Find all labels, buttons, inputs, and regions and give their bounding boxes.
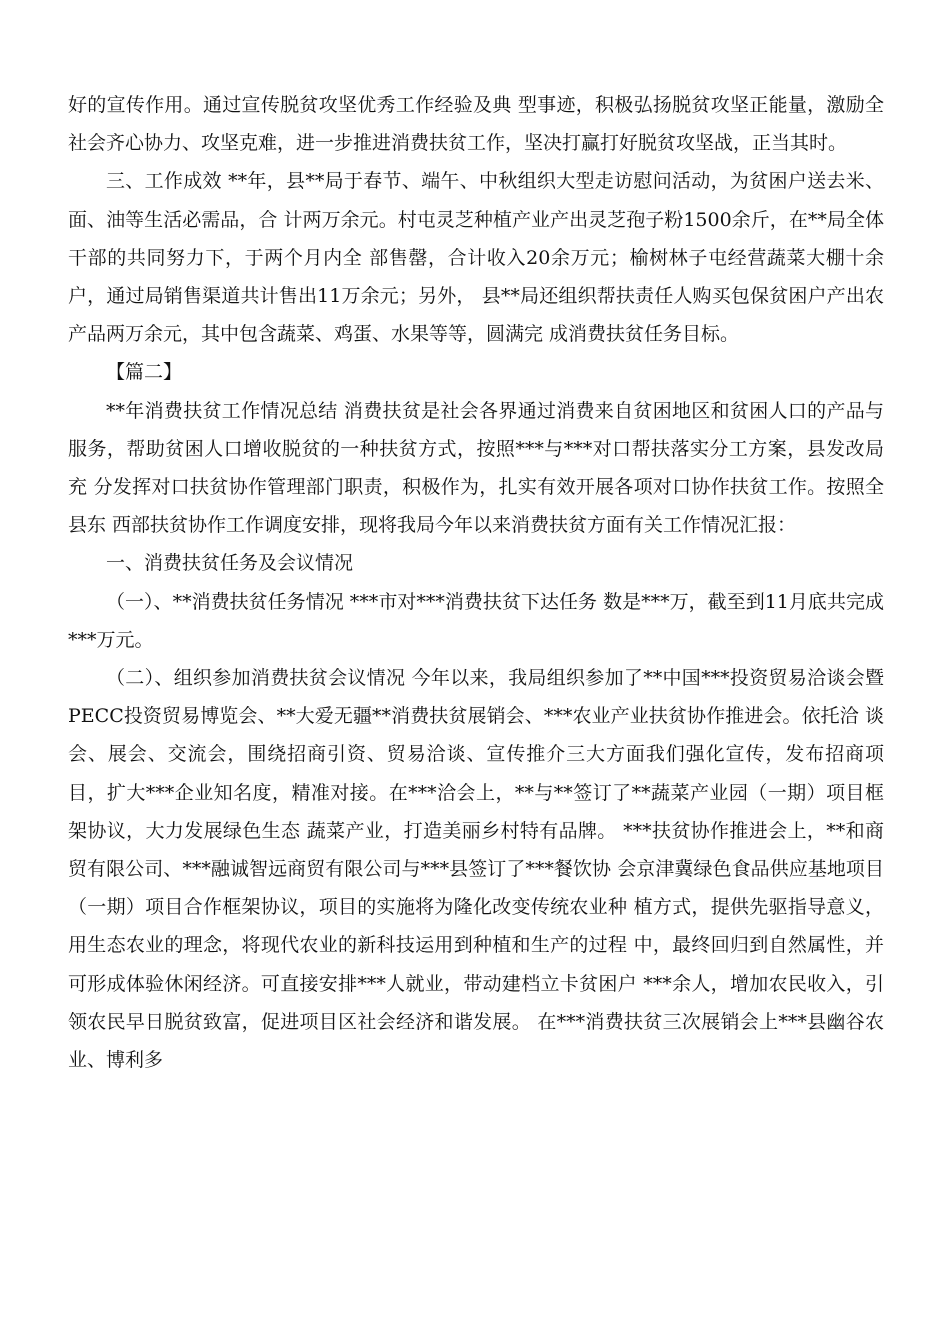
paragraph-summary-intro: **年消费扶贫工作情况总结 消费扶贫是社会各界通过消费来自贫困地区和贫困人口的产品与 服务，帮助贫困人口增收脱贫的一种扶贫方式，按照***与***对口帮扶落实分工方案，县发改局充 分发挥对口扶贫协作管理部门职责，积极作为，扎实有效开展各项对口协作扶贫工作。按照全县东 西部扶贫协作工作调度安排，现将我局今年以来消费扶贫方面有关工作情况汇报： xyxy=(68,399,884,537)
paragraph-meeting-status: （二）、组织参加消费扶贫会议情况 今年以来，我局组织参加了**中国***投资贸易洽谈会暨 PECC投资贸易博览会、**大爱无疆**消费扶贫展销会、***农业产业扶贫协作推进会。依托洽 谈会、展会、交流会，围绕招商引资、贸易洽谈、宣传推介三大方面我们强化宣传，发布招商项 目，扩大***企业知名度，精准对接。在***洽会上，**与**签订了**蔬菜产业园（一期）项目框架协议，大力发展绿色生态 蔬菜产业，打造美丽乡村特有品牌。 ***扶贫协作推进会上，**和商贸有限公司、***融诚智远商贸有限公司与***县签订了***餐饮协 会京津冀绿色食品供应基地项目（一期）项目合作框架协议，项目的实施将为隆化改变传统农业种 植方式，提供先驱指导意义，用生态农业的理念，将现代农业的新科技运用到种植和生产的过程 中，最终回归到自然属性，并可形成体验休闲经济。可直接安排***人就业，带动建档立卡贫困户 ***余人，增加农民收入，引领农民早日脱贫致富，促进项目区社会经济和谐发展。 在***消费扶贫三次展销会上***县幽谷农业、博利多 xyxy=(68,667,884,1072)
heading-task-and-meetings: 一、消费扶贫任务及会议情况 xyxy=(106,552,354,575)
section-heading-part-two: 【篇二】 xyxy=(106,361,183,384)
paragraph-task-status: （一）、**消费扶贫任务情况 ***市对***消费扶贫下达任务 数是***万，截至到11月底共完成***万元。 xyxy=(68,590,884,651)
paragraph-work-results: 三、工作成效 **年，县**局于春节、端午、中秋组织大型走访慰问活动，为贫困户送去米、面、油等生活必需品，合 计两万余元。村屯灵芝种植产业产出灵芝孢子粉1500余斤，在**局全体干部的共同努力下，于两个月内全 部售罄，合计收入20余万元；榆树林子屯经营蔬菜大棚十余户，通过局销售渠道共计售出11万余元；另外， 县**局还组织帮扶责任人购买包保贫困户产出农产品两万余元，其中包含蔬菜、鸡蛋、水果等等，圆满完 成消费扶贫任务目标。 xyxy=(68,170,884,346)
document-page xyxy=(68,86,884,1079)
paragraph-1: 好的宣传作用。通过宣传脱贫攻坚优秀工作经验及典 型事迹，积极弘扬脱贫攻坚正能量，激励全社会齐心协力、攻坚克难，进一步推进消费扶贫工作，坚决打赢打好脱贫攻坚战，正当其时。 xyxy=(68,94,884,155)
